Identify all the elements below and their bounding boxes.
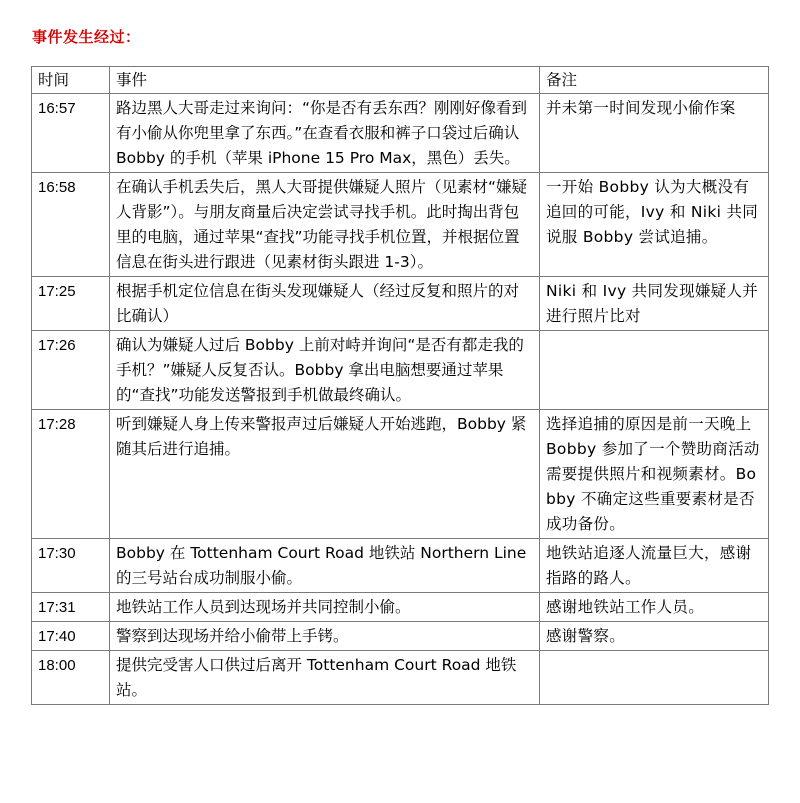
row-event: Bobby 在 Tottenham Court Road 地铁站 Northern Line 的三号站台成功制服小偷。: [110, 539, 540, 593]
row-time: 17:30: [32, 539, 110, 593]
row-event: 根据手机定位信息在街头发现嫌疑人（经过反复和照片的对比确认）: [110, 277, 540, 331]
table-header-row: [32, 67, 769, 94]
row-event: 路边黑人大哥走过来询问：“你是否有丢东西？刚刚好像看到有小偷从你兜里拿了东西。”在查看衣服和裤子口袋过后确认 Bobby 的手机（苹果 iPhone 15 Pro Max，黑色）丢失。: [110, 94, 540, 173]
row-event: 听到嫌疑人身上传来警报声过后嫌疑人开始逃跑，Bobby 紧随其后进行追捕。: [110, 410, 540, 539]
row-time: 17:25: [32, 277, 110, 331]
row-note: [540, 651, 769, 705]
row-event: 确认为嫌疑人过后 Bobby 上前对峙并询问“是否有都走我的手机？”嫌疑人反复否认。Bobby 拿出电脑想要通过苹果的“查找”功能发送警报到手机做最终确认。: [110, 331, 540, 410]
row-event: 在确认手机丢失后，黑人大哥提供嫌疑人照片（见素材“嫌疑人背影”）。与朋友商量后决定尝试寻找手机。此时掏出背包里的电脑，通过苹果“查找”功能寻找手机位置，并根据位置信息在街头进行跟进（见素材街头跟进 1-3）。: [110, 173, 540, 277]
row-note: 选择追捕的原因是前一天晚上 Bobby 参加了一个赞助商活动需要提供照片和视频素材。Bobby 不确定这些重要素材是否成功备份。: [540, 410, 769, 539]
row-time: 17:28: [32, 410, 110, 539]
row-note: 地铁站追逐人流量巨大，感谢指路的路人。: [540, 539, 769, 593]
events-table: [31, 66, 769, 705]
table-row: [32, 173, 769, 277]
table-row: [32, 539, 769, 593]
table-row: [32, 651, 769, 705]
section-title: 事件发生经过：: [32, 28, 141, 46]
row-event: 地铁站工作人员到达现场并共同控制小偷。: [110, 593, 540, 622]
row-note: [540, 331, 769, 410]
row-time: 18:00: [32, 651, 110, 705]
row-note: 感谢警察。: [540, 622, 769, 651]
table-row: [32, 410, 769, 539]
row-note: Niki 和 Ivy 共同发现嫌疑人并进行照片比对: [540, 277, 769, 331]
row-time: 17:26: [32, 331, 110, 410]
row-note: 一开始 Bobby 认为大概没有追回的可能，Ivy 和 Niki 共同说服 Bobby 尝试追捕。: [540, 173, 769, 277]
header-note: 备注: [540, 67, 769, 94]
table-row: [32, 593, 769, 622]
row-note: 并未第一时间发现小偷作案: [540, 94, 769, 173]
row-event: 提供完受害人口供过后离开 Tottenham Court Road 地铁站。: [110, 651, 540, 705]
row-time: 17:31: [32, 593, 110, 622]
row-time: 16:58: [32, 173, 110, 277]
row-event: 警察到达现场并给小偷带上手铐。: [110, 622, 540, 651]
row-time: 17:40: [32, 622, 110, 651]
header-time: 时间: [32, 67, 110, 94]
header-event: 事件: [110, 67, 540, 94]
table-row: [32, 277, 769, 331]
table-row: [32, 622, 769, 651]
row-note: 感谢地铁站工作人员。: [540, 593, 769, 622]
table-row: [32, 94, 769, 173]
table-row: [32, 331, 769, 410]
row-time: 16:57: [32, 94, 110, 173]
